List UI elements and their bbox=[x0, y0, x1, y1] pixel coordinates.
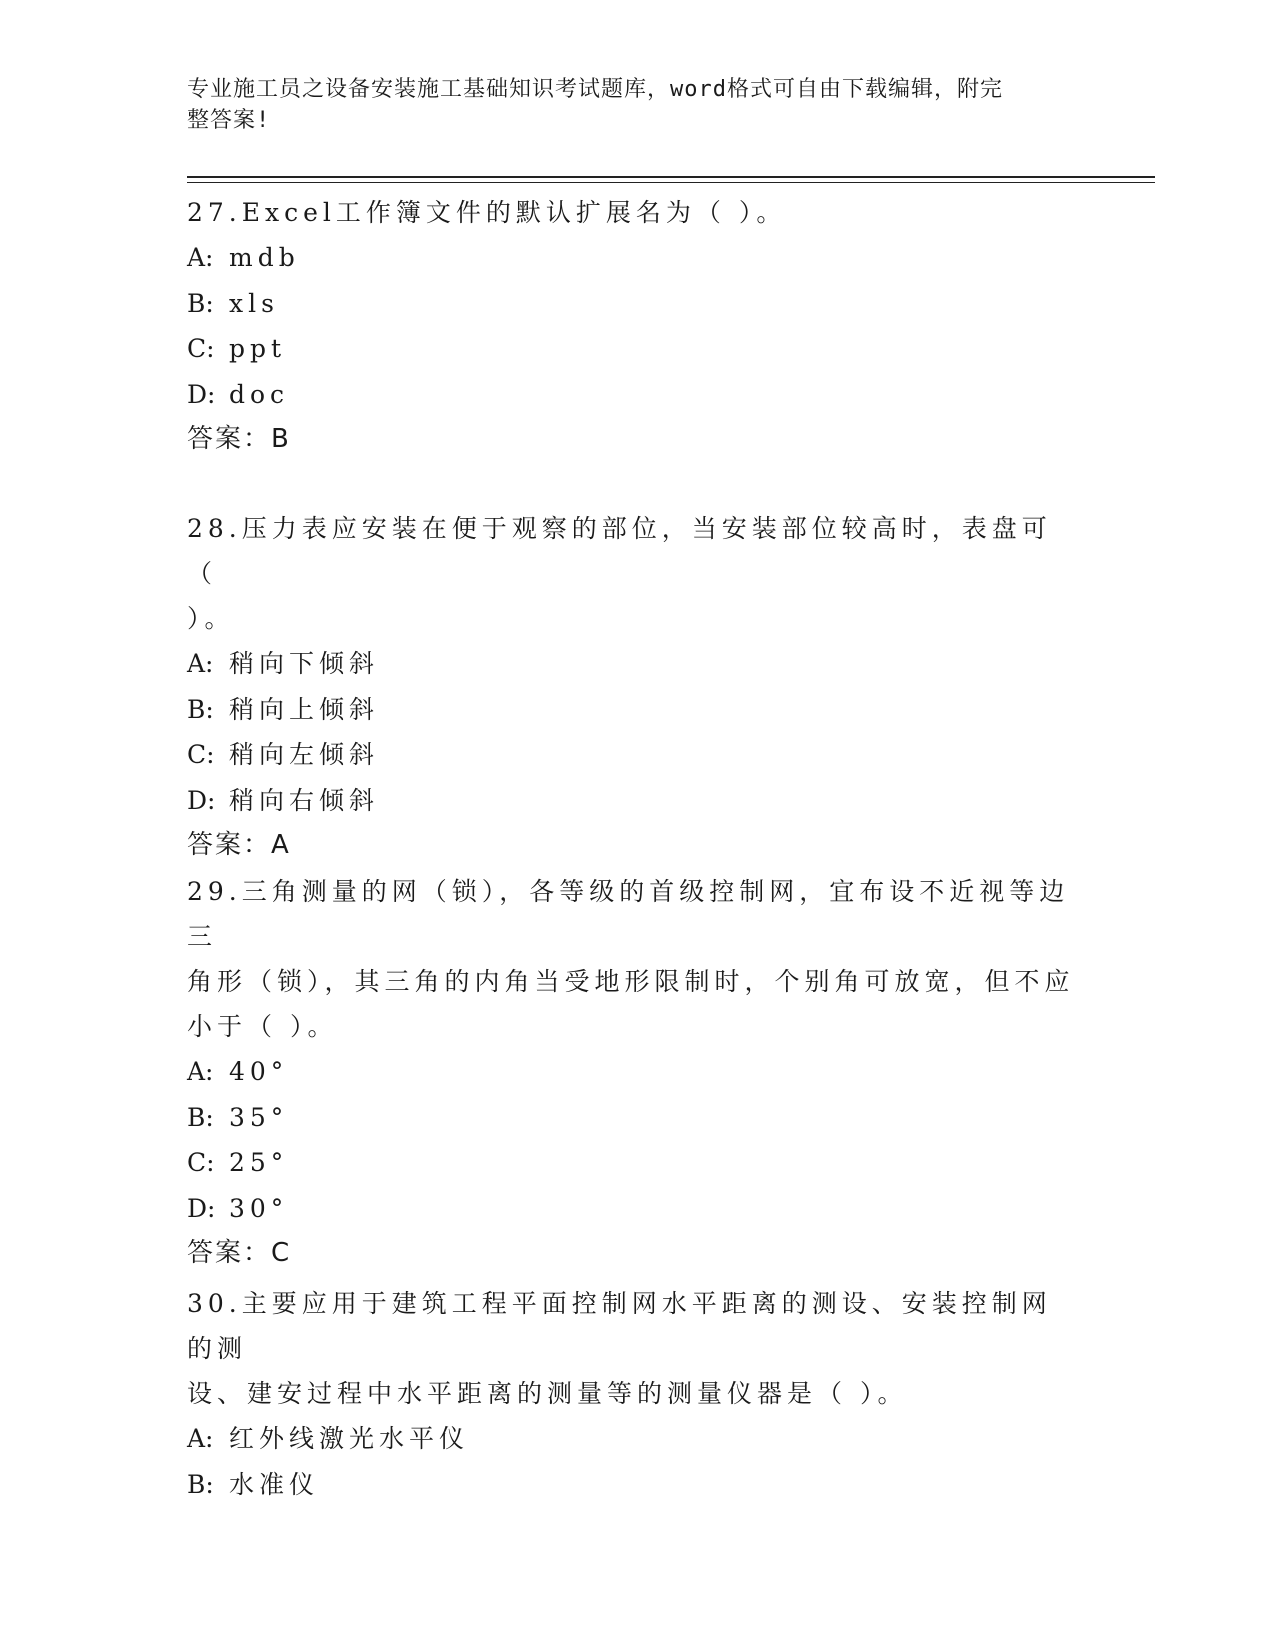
option-b bbox=[187, 687, 1077, 733]
option-key: C: bbox=[187, 1148, 215, 1177]
answer: 答案：B bbox=[187, 424, 291, 454]
option-text: 40° bbox=[229, 1057, 289, 1086]
option-c bbox=[187, 1140, 1077, 1186]
option-key: A: bbox=[187, 649, 214, 678]
option-b bbox=[187, 1095, 1077, 1141]
header-line-2: 整答案! bbox=[187, 108, 271, 133]
option-text: 稍向下倾斜 bbox=[229, 649, 380, 678]
question-30 bbox=[187, 1281, 1077, 1507]
option-d bbox=[187, 1186, 1077, 1232]
option-b bbox=[187, 281, 1077, 327]
answer: 答案：A bbox=[187, 830, 291, 860]
question-stem: 小于（ ）。 bbox=[187, 1012, 338, 1041]
option-a bbox=[187, 1049, 1077, 1095]
option-d bbox=[187, 778, 1077, 824]
question-stem: 29.三角测量的网（锁），各等级的首级控制网，宜布设不近视等边三 bbox=[187, 877, 1070, 951]
option-key: B: bbox=[187, 1469, 214, 1499]
option-a bbox=[187, 641, 1077, 687]
option-text: 30° bbox=[229, 1193, 289, 1223]
option-key: D: bbox=[187, 379, 216, 409]
option-b bbox=[187, 1462, 1077, 1508]
question-stem: 角形（锁），其三角的内角当受地形限制时，个别角可放宽，但不应 bbox=[187, 967, 1075, 996]
option-text: mdb bbox=[229, 243, 300, 272]
option-text: xls bbox=[229, 288, 279, 318]
option-text: doc bbox=[229, 379, 290, 409]
option-key: C: bbox=[187, 740, 215, 769]
option-key: B: bbox=[187, 694, 214, 724]
option-text: 稍向左倾斜 bbox=[229, 740, 380, 769]
option-d bbox=[187, 372, 1077, 418]
option-text: 35° bbox=[229, 1102, 289, 1132]
option-key: A: bbox=[187, 1057, 214, 1086]
option-c bbox=[187, 732, 1077, 778]
question-stem: 28.压力表应安装在便于观察的部位，当安装部位较高时，表盘可（ bbox=[187, 514, 1052, 588]
option-text: 25° bbox=[229, 1148, 289, 1177]
option-key: A: bbox=[187, 1424, 214, 1453]
option-key: D: bbox=[187, 1193, 216, 1223]
option-text: 稍向上倾斜 bbox=[229, 694, 380, 724]
question-28 bbox=[187, 506, 1077, 867]
header-divider-thin bbox=[187, 182, 1155, 183]
option-a bbox=[187, 235, 1077, 281]
question-stem: 设、建安过程中水平距离的测量等的测量仪器是（ ）。 bbox=[187, 1379, 908, 1408]
option-key: B: bbox=[187, 288, 214, 318]
option-text: 红外线激光水平仪 bbox=[229, 1424, 470, 1453]
option-key: C: bbox=[187, 334, 215, 363]
question-stem: 30.主要应用于建筑工程平面控制网水平距离的测设、安装控制网的测 bbox=[187, 1289, 1052, 1363]
header-divider-thick bbox=[187, 176, 1155, 178]
option-c bbox=[187, 326, 1077, 372]
header-line-1: 专业施工员之设备安装施工基础知识考试题库，word格式可自由下载编辑，附完 bbox=[187, 77, 1003, 102]
question-stem: ）。 bbox=[187, 604, 235, 633]
option-key: D: bbox=[187, 785, 216, 815]
question-29 bbox=[187, 869, 1077, 1275]
option-a bbox=[187, 1416, 1077, 1462]
document-header bbox=[187, 74, 1087, 136]
option-key: A: bbox=[187, 243, 214, 272]
question-27 bbox=[187, 190, 1077, 461]
answer: 答案：C bbox=[187, 1238, 292, 1268]
question-stem: 27.Excel工作簿文件的默认扩展名为（ ）。 bbox=[187, 198, 787, 227]
option-text: 稍向右倾斜 bbox=[229, 785, 380, 815]
option-text: ppt bbox=[229, 334, 287, 363]
option-text: 水准仪 bbox=[229, 1469, 320, 1499]
option-key: B: bbox=[187, 1102, 214, 1132]
